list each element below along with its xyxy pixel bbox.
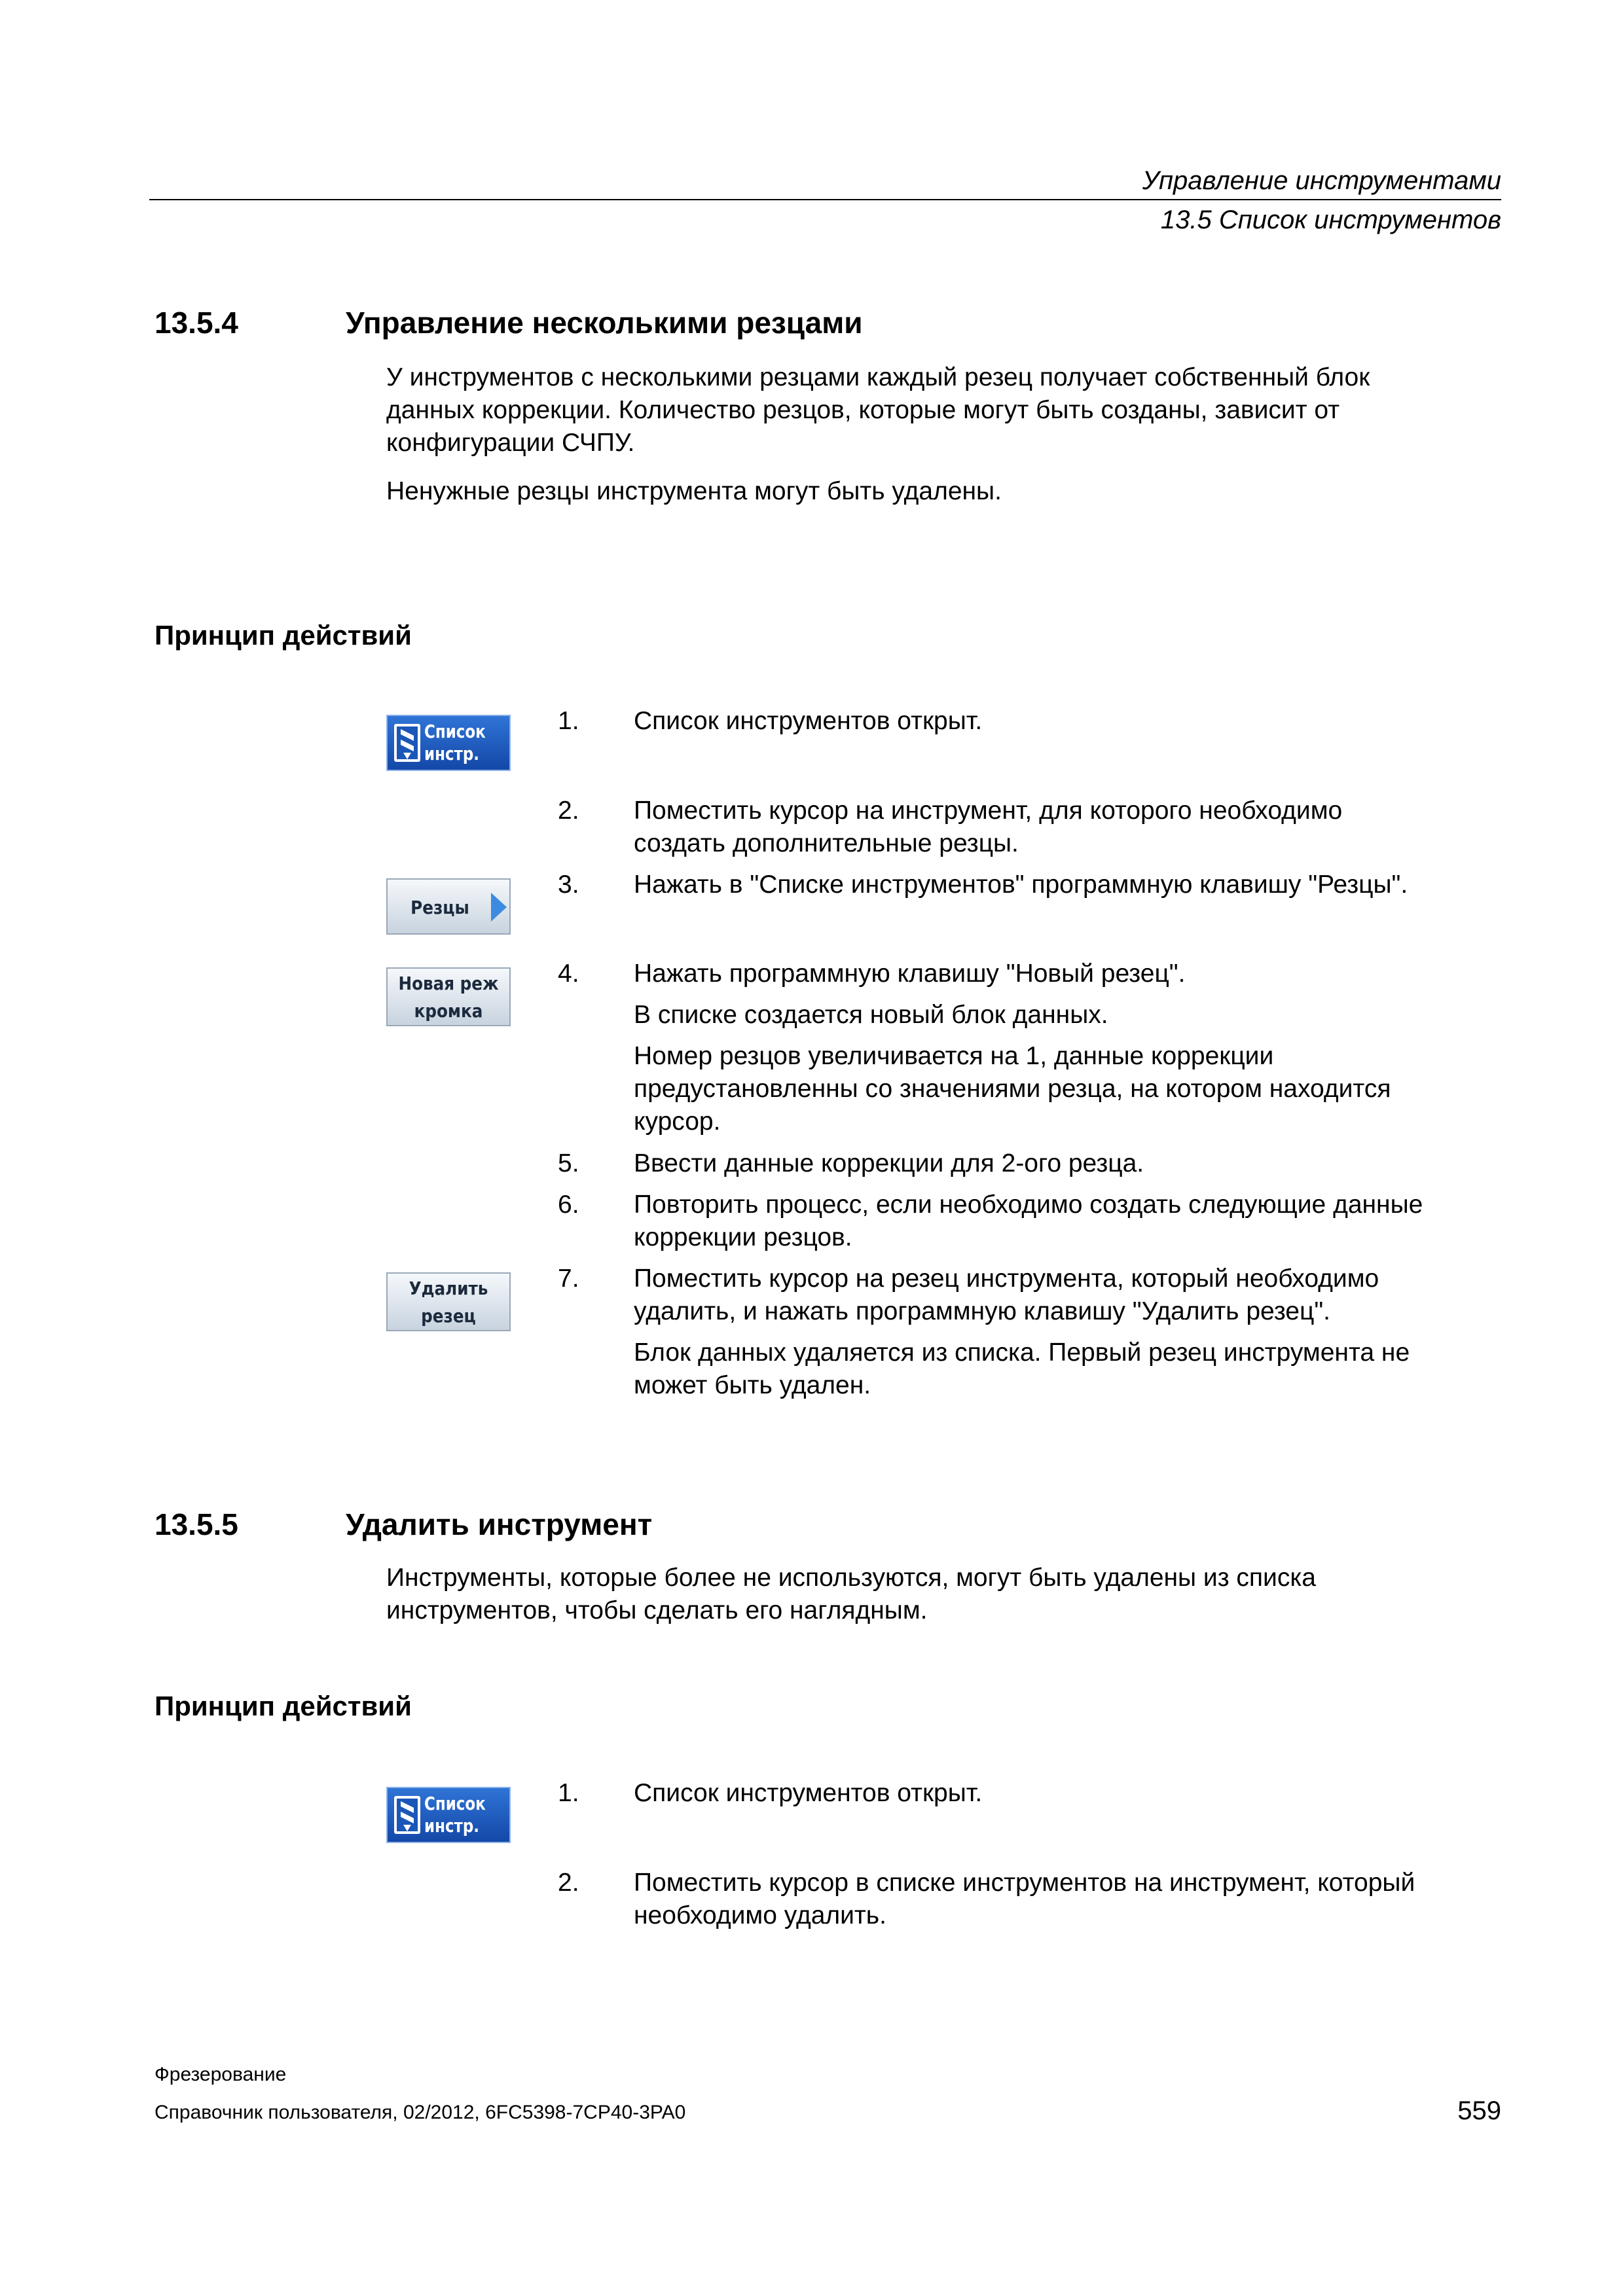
tool-list-softkey[interactable] xyxy=(386,715,511,771)
step-number: 2. xyxy=(558,1869,579,1897)
section-number: 13.5.4 xyxy=(155,306,238,340)
text-line: Инструменты, которые более не используются, могут быть удалены из списка xyxy=(386,1564,1316,1592)
procedure-heading: Принцип действий xyxy=(155,1691,412,1721)
step-number: 6. xyxy=(558,1191,579,1219)
tool-list-softkey[interactable] xyxy=(386,1787,511,1843)
step-text: Список инструментов открыт. xyxy=(634,1779,983,1807)
running-header-section: 13.5 Список инструментов xyxy=(1160,206,1501,234)
page-number: 559 xyxy=(1457,2096,1501,2125)
step-note xyxy=(634,1040,1511,1138)
step-number: 1. xyxy=(558,1779,579,1807)
section-number: 13.5.5 xyxy=(155,1507,238,1541)
step-note: В списке создается новый блок данных. xyxy=(634,1001,1108,1029)
softkey-label: Список инстр. xyxy=(424,1793,486,1837)
text-line: Поместить курсор в списке инструментов на инструмент, который xyxy=(634,1869,1415,1897)
new-edge-softkey[interactable] xyxy=(386,967,511,1026)
text-line: создать дополнительные резцы. xyxy=(634,829,1019,857)
text-line: необходимо удалить. xyxy=(634,1901,886,1929)
step-text xyxy=(634,1263,1511,1328)
running-header-chapter: Управление инструментами xyxy=(1142,166,1501,195)
procedure-heading: Принцип действий xyxy=(155,620,412,651)
text-line: инструментов, чтобы сделать его наглядным. xyxy=(386,1596,928,1624)
step-text: Нажать в "Списке инструментов" программную клавишу "Резцы". xyxy=(634,870,1408,899)
section-intro xyxy=(386,1562,1512,1627)
footer-product: Фрезерование xyxy=(155,2064,287,2085)
step-number: 1. xyxy=(558,707,579,735)
section-title: Управление несколькими резцами xyxy=(346,306,863,340)
step-note xyxy=(634,1336,1511,1402)
softkey-label: Список инстр. xyxy=(424,721,486,764)
text-line: конфигурации СЧПУ. xyxy=(386,429,635,457)
step-text: Нажать программную клавишу "Новый резец". xyxy=(634,960,1186,988)
section-intro xyxy=(386,361,1512,459)
arrow-right-icon xyxy=(491,893,507,922)
edges-softkey[interactable] xyxy=(386,878,511,935)
text-line: Поместить курсор на резец инструмента, который необходимо xyxy=(634,1265,1379,1293)
delete-edge-softkey[interactable] xyxy=(386,1272,511,1331)
text-line: Повторить процесс, если необходимо создать следующие данные xyxy=(634,1191,1423,1219)
softkey-label: Резцы xyxy=(410,897,469,918)
text-line: данных коррекции. Количество резцов, которые могут быть созданы, зависит от xyxy=(386,396,1340,424)
step-text xyxy=(634,795,1511,860)
text-line: Поместить курсор на инструмент, для которого необходимо xyxy=(634,797,1343,825)
section-note: Ненужные резцы инструмента могут быть удалены. xyxy=(386,477,1002,505)
text-line: У инструментов с несколькими резцами каждый резец получает собственный блок xyxy=(386,363,1370,391)
step-text xyxy=(634,1189,1511,1254)
step-text: Ввести данные коррекции для 2-ого резца. xyxy=(634,1149,1144,1177)
step-number: 5. xyxy=(558,1149,579,1177)
text-line: курсор. xyxy=(634,1107,721,1136)
softkey-label-line2: кромка xyxy=(414,1000,483,1022)
softkey-label-line2: резец xyxy=(421,1305,476,1327)
drill-tool-icon xyxy=(393,1793,422,1837)
footer-manual: Справочник пользователя, 02/2012, 6FC5398-7CP40-3PA0 xyxy=(155,2102,686,2123)
step-number: 2. xyxy=(558,797,579,825)
step-number: 3. xyxy=(558,870,579,899)
text-line: Номер резцов увеличивается на 1, данные коррекции xyxy=(634,1042,1274,1070)
drill-tool-icon xyxy=(393,721,422,764)
step-text xyxy=(634,1867,1511,1932)
step-text: Список инструментов открыт. xyxy=(634,707,983,735)
text-line: Блок данных удаляется из списка. Первый резец инструмента не xyxy=(634,1338,1410,1367)
text-line: коррекции резцов. xyxy=(634,1223,852,1251)
softkey-label-line1: Новая реж xyxy=(398,973,499,994)
text-line: удалить, и нажать программную клавишу "Удалить резец". xyxy=(634,1297,1331,1325)
softkey-label-line1: Удалить xyxy=(409,1278,488,1299)
text-line: предустановленны со значениями резца, на котором находится xyxy=(634,1075,1391,1103)
header-rule xyxy=(149,199,1501,200)
step-number: 4. xyxy=(558,960,579,988)
step-number: 7. xyxy=(558,1265,579,1293)
section-title: Удалить инструмент xyxy=(346,1507,653,1541)
text-line: может быть удален. xyxy=(634,1371,871,1399)
